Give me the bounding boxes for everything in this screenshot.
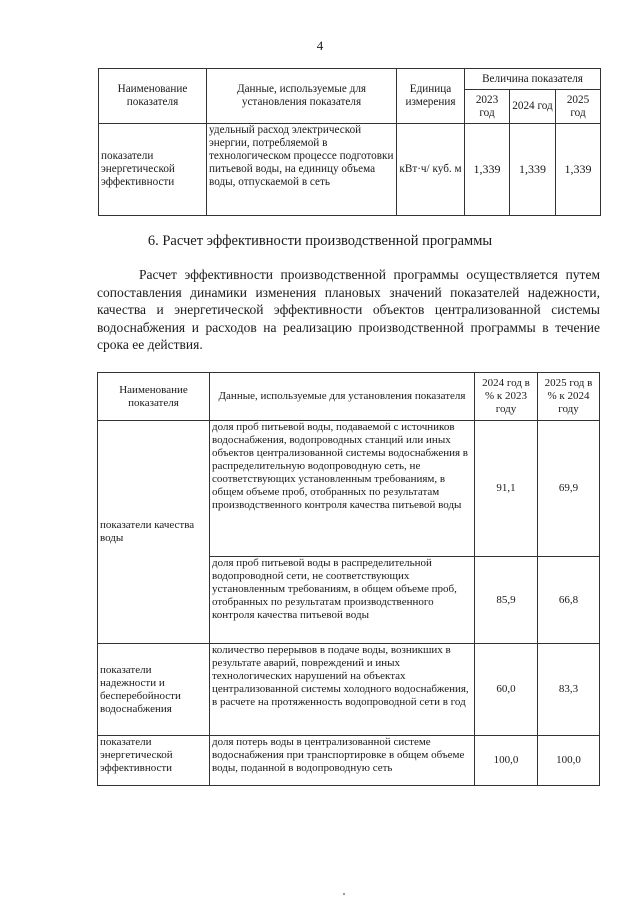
page-number: 4 bbox=[316, 38, 324, 53]
table2-header-2024: 2024 год в % к 2023 году bbox=[475, 373, 538, 421]
scan-speck bbox=[343, 893, 345, 895]
table2-row-value-2024: 100,0 bbox=[475, 736, 538, 786]
table2-row-value-2025: 69,9 bbox=[538, 421, 600, 557]
table1-header-data: Данные, используемые для установления показателя bbox=[207, 69, 397, 124]
efficiency-calculation-table bbox=[97, 372, 600, 786]
table2-row-value-2024: 85,9 bbox=[475, 557, 538, 644]
table2-group-name: показатели надежности и бесперебойности водоснабжения bbox=[98, 644, 210, 736]
table1-header-year: 2023 год bbox=[465, 90, 510, 124]
table2-row-value-2024: 60,0 bbox=[475, 644, 538, 736]
table1-row-value: 1,339 bbox=[510, 124, 556, 216]
table1-row-unit: кВт·ч/ куб. м bbox=[397, 124, 465, 216]
table1-row-name: показатели энергетической эффективности bbox=[99, 124, 207, 216]
table2-row-data: доля проб питьевой воды в распределительной водопроводной сети, не соответствующих установленным требованиям, в общем объеме проб, отобранных по результатам производственного контроля качества питьевой воды bbox=[210, 557, 475, 644]
table2-header-name: Наименование показателя bbox=[98, 373, 210, 421]
table1-header-year: 2024 год bbox=[510, 90, 556, 124]
table1-header-value: Величина показателя bbox=[465, 69, 601, 90]
table1-row-data: удельный расход электрической энергии, потребляемой в технологическом процессе подготовки питьевой воды, на единицу объема воды, отпускаемой в сеть bbox=[207, 124, 397, 216]
table1-header-year: 2025 год bbox=[556, 90, 601, 124]
table2-row-data: доля проб питьевой воды, подаваемой с источников водоснабжения, водопроводных станций или иных объектов централизованной системы водоснабжения в распределительную водопроводную сеть, не соответствующих установленным требованиям, в общем объеме проб, отобранных по результатам производственного контроля качества питьевой воды bbox=[210, 421, 475, 557]
table1-row-value: 1,339 bbox=[465, 124, 510, 216]
table2-group-name: показатели качества воды bbox=[98, 421, 210, 644]
table2-row-value-2025: 66,8 bbox=[538, 557, 600, 644]
table2-group-name: показатели энергетической эффективности bbox=[98, 736, 210, 786]
table2-row-data: доля потерь воды в централизованной системе водоснабжения при транспортировке в общем объеме воды, поданной в водопроводную сеть bbox=[210, 736, 475, 786]
table2-header-data: Данные, используемые для установления показателя bbox=[210, 373, 475, 421]
table1-row-value: 1,339 bbox=[556, 124, 601, 216]
table2-row-value-2025: 83,3 bbox=[538, 644, 600, 736]
table2-row-value-2025: 100,0 bbox=[538, 736, 600, 786]
paragraph: Расчет эффективности производственной программы осуществляется путем сопоставления динамики изменения плановых значений показателей надежности, качества и энергетической эффективности объектов централизованной системы водоснабжения и расходов на реализацию производственной программы в течение срока ее действия. bbox=[97, 267, 600, 353]
table2-row-value-2024: 91,1 bbox=[475, 421, 538, 557]
table2-row-data: количество перерывов в подаче воды, возникших в результате аварий, повреждений и иных технологических нарушений на объектах централизованной системы холодного водоснабжения, в расчете на протяженность водопроводной сети в год bbox=[210, 644, 475, 736]
table2-header-2025: 2025 год в % к 2024 году bbox=[538, 373, 600, 421]
table1-header-unit: Единица измерения bbox=[397, 69, 465, 124]
table1-header-name: Наименование показателя bbox=[99, 69, 207, 124]
energy-efficiency-table bbox=[98, 68, 601, 216]
section-heading: 6. Расчет эффективности производственной программы bbox=[147, 233, 493, 249]
